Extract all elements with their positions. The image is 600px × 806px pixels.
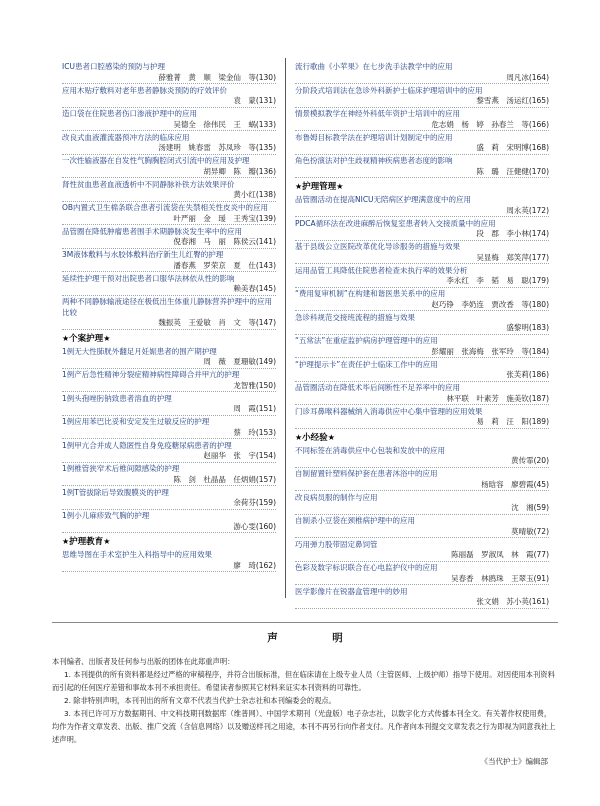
toc-entry-title: 流行歌曲《小苹果》在七步洗手法教学中的应用 xyxy=(295,62,453,71)
toc-entry-title: 急诊科规范交接班流程的措施与效果 xyxy=(295,312,415,322)
declaration-title: 声 明 xyxy=(267,632,365,644)
toc-entry xyxy=(62,370,276,392)
toc-entry-authors-page: 陈丽磊 罗淑凤 林 霞(77) xyxy=(295,550,549,562)
toc-entry-authors-page: 薛雅菁 黄 顺 梁金仙 等(130) xyxy=(62,73,276,85)
toc-entry xyxy=(295,289,549,311)
toc-entry xyxy=(62,133,276,155)
toc-entry xyxy=(62,203,276,225)
toc-entry xyxy=(295,587,549,609)
toc-entry-title: 造口袋在住院患者伤口渗液护理中的应用 xyxy=(62,109,197,118)
toc-entry xyxy=(62,417,276,439)
toc-entry xyxy=(295,336,549,358)
toc-entry-authors-page: 陈 剑 杜晶晶 任炳娟(157) xyxy=(62,475,276,487)
toc-entry-authors-page: 叶严丽 金 瑷 王秀宝(139) xyxy=(62,214,276,226)
toc-entry xyxy=(295,156,549,178)
toc-entry-title: “五常法”在重症监护病房护理管理中的应用 xyxy=(295,336,438,345)
toc-entry xyxy=(62,550,276,572)
toc-entry-authors-page: 吴春香 林鸥珠 王翠玉(91) xyxy=(295,574,549,586)
toc-entry-title: 延续性护理干预对出院患者口服华法林依从性的影响 xyxy=(62,273,235,283)
toc-entry-authors-page: 袁 蒙(131) xyxy=(62,96,276,108)
toc-entry xyxy=(295,493,549,515)
declaration-block xyxy=(52,614,558,767)
toc-entry xyxy=(62,441,276,463)
toc-entry-title: 自制留置针塑料保护套在患者沐浴中的应用 xyxy=(295,469,438,478)
column-divider xyxy=(285,58,286,598)
toc-entry-authors-page: 黄传霏(20) xyxy=(295,456,549,468)
toc-entry-title: 自制杀小豆袋在颈椎病护理中的应用 xyxy=(295,516,415,525)
toc-entry-title: 1例头孢唑肟钠致患者溶血的护理 xyxy=(62,393,172,403)
toc-entry xyxy=(62,86,276,108)
toc-entry-title: 1例应用苯巴比妥和安定发生过敏反应的护理 xyxy=(62,417,210,426)
section-heading-case-nursing: ★个案护理★ xyxy=(62,333,111,344)
toc-entry-authors-page: 段 郡 李小林(174) xyxy=(295,229,549,241)
toc-entry-authors-page: 林平联 叶素芳 施美钦(187) xyxy=(295,394,549,406)
toc-entry-title: PDCA循环法在改进麻醉后恢复室患者转入交接质量中的应用 xyxy=(295,218,496,228)
toc-entry-title: 运用品管工具降低住院患者检查未执行率的效果分析 xyxy=(295,265,468,275)
toc-entry xyxy=(295,109,549,131)
toc-entry xyxy=(295,407,549,429)
toc-entry-title: 布鲁姆目标教学法在护理培训计划制定中的应用 xyxy=(295,132,453,142)
toc-entry-title: 门诊耳鼻喉科器械纳入消毒供应中心集中管理的应用效果 xyxy=(295,406,483,416)
toc-entry-authors-page: 张芙莉(186) xyxy=(295,370,549,382)
toc-entry-authors-page: 周 薇 夏珊敏(149) xyxy=(62,357,276,369)
toc-entry-authors-page: 沈 湘(59) xyxy=(295,503,549,515)
toc-entry-title: “护理提示卡”在责任护士临床工作中的应用 xyxy=(295,359,438,369)
toc-entry-authors-page: 赵巧铮 李奶连 贾改香 等(180) xyxy=(295,300,549,312)
declaration-item: 1. 本刊提供的所有资料都是经过严格的审稿程序，并符合出版标准，但在临床请在上级专业人员（主管医师、上级护师）指导下使用。对因使用本刊资料而引起的任何医疗差错和事故本刊不承担责任。希望读者参照其它材料来证实本刊资料的可靠性。 xyxy=(52,670,555,692)
toc-entry xyxy=(295,540,549,562)
toc-entry-authors-page: 周凡冰(164) xyxy=(295,73,549,85)
toc-entry-title: 不同标签在消毒供应中心包装和发放中的应用 xyxy=(295,445,445,455)
toc-entry-authors-page: 赵丽华 张 宇(154) xyxy=(62,451,276,463)
section-heading-nursing-management: ★护理管理★ xyxy=(295,182,344,192)
toc-entry-title: 肾性贫血患者血液透析中不同静脉补铁方法效果评价 xyxy=(62,179,235,189)
toc-entry xyxy=(295,563,549,585)
toc-entry xyxy=(295,516,549,538)
toc-entry-authors-page: 吴德全 徐伟民 王 蜗(133) xyxy=(62,120,276,132)
toc-entry xyxy=(295,62,549,84)
toc-entry xyxy=(62,488,276,510)
toc-entry xyxy=(62,394,276,416)
toc-entry xyxy=(62,250,276,272)
toc-entry-title: 3M液体敷料与水胶体敷料治疗新生儿红臀的护理 xyxy=(62,250,224,259)
toc-entry-title: 医学影像片在锐器盒管理中的妙用 xyxy=(295,586,408,596)
toc-entry-title: OB内置式卫生棉条联合患者引流袋在失禁相关性皮炎中的应用 xyxy=(62,203,269,212)
toc-entry-authors-page: 彭耀丽 张海梅 张军玲 等(184) xyxy=(295,347,549,359)
toc-entry-authors-page: 易 莉 汪 阳(189) xyxy=(295,417,549,429)
toc-entry-authors-page: 魏振英 王爱敏 肖 文 等(147) xyxy=(62,318,276,330)
toc-entry xyxy=(62,227,276,249)
toc-entry-title: 巧用弹力股带固定鼻饲管 xyxy=(295,539,378,549)
toc-entry-title: 应用木贴疗敷料对老年患者静脉炎预防的疗效评价 xyxy=(62,85,227,95)
toc-entry-title: 1例甲亢合并成人隐匿性自身免疫糖尿病患者的护理 xyxy=(62,440,232,450)
toc-entry xyxy=(62,464,276,486)
toc-entry-authors-page: 吴显梅 郑笑萍(177) xyxy=(295,253,549,265)
toc-entry-authors-page: 汤建明 姚春雷 苏凤珍 等(135) xyxy=(62,143,276,155)
toc-entry-title: 1例椎管狭窄术后椎间隙感染的护理 xyxy=(62,464,180,473)
toc-entry-title: 思维导图在手术室护生入科指导中的应用效果 xyxy=(62,550,212,559)
toc-entry-title: 改良式血液灌流器预冲方法的临床应用 xyxy=(62,132,190,142)
toc-entry-title: “费用复审机制”在构建和谐医患关系中的应用 xyxy=(295,289,446,298)
toc-entry-title: 基于县级公立医院改革优化导诊服务的措施与效果 xyxy=(295,242,460,251)
toc-left-column xyxy=(62,62,276,574)
declaration-item: 2. 除非特别声明，本刊刊出的所有文章不代表当代护士杂志社和本刊编委会的观点。 xyxy=(64,696,336,705)
toc-entry-title: 情景模拟教学在神经外科低年资护士培训中的应用 xyxy=(295,109,460,118)
toc-entry xyxy=(295,446,549,468)
toc-entry-authors-page: 潘春燕 罗荣京 夏 仕(143) xyxy=(62,261,276,273)
toc-right-column xyxy=(295,62,549,610)
toc-entry-title: 色彩及数字标识联合在心电监护仪中的应用 xyxy=(295,563,438,572)
toc-entry xyxy=(295,383,549,405)
toc-entry xyxy=(295,469,549,491)
toc-entry-authors-page: 胡异卿 陈 瓣(136) xyxy=(62,167,276,179)
toc-entry xyxy=(295,86,549,108)
toc-entry-title: 分阶段式培训法在急诊外科新护士临床护理培训中的应用 xyxy=(295,85,483,95)
toc-entry-authors-page: 陈 璐 汪健健(170) xyxy=(295,167,549,179)
toc-entry xyxy=(62,180,276,202)
toc-entry xyxy=(62,156,276,178)
toc-entry-title: 1例小儿麻疹致气胸的护理 xyxy=(62,511,150,520)
toc-entry xyxy=(62,109,276,131)
toc-entry-authors-page: 莫晴敏(72) xyxy=(295,527,549,539)
toc-entry xyxy=(62,62,276,84)
toc-entry-authors-page: 周永英(172) xyxy=(295,206,549,218)
toc-entry xyxy=(62,274,276,296)
toc-entry xyxy=(295,266,549,288)
toc-entry-authors-page: 游心雯(160) xyxy=(62,522,276,534)
toc-entry-title: 1例产后急性精神分裂症精神病性障碍合并甲亢的护理 xyxy=(62,370,240,379)
toc-entry xyxy=(62,511,276,533)
toc-entry-authors-page: 黎雪燕 汤运红(165) xyxy=(295,96,549,108)
toc-entry-authors-page: 黄小红(138) xyxy=(62,190,276,202)
toc-entry xyxy=(295,219,549,241)
toc-entry-authors-page: 危志娟 杨 婷 孙春兰 等(166) xyxy=(295,120,549,132)
declaration-intro: 本刊编者、出版者及任何参与出版的团体在此郑重声明： xyxy=(52,657,235,666)
declaration-item: 3. 本刊已许可万方数据期刊、中文科技期刊数据库（维普网）、中国学术期刊（光盘版）电子杂志社，以数字化方式传播本刊全文。有关著作权使用费，均作为作者文章发表、出版、推广交流（含信息网络）以及赠送样刊之用途，本刊不再另行向作者支付。凡作者向本刊提交文章发表之行为即视为同意我社上述声明。 xyxy=(52,709,556,744)
toc-entry-title: 1例T管拔除后导致腹膜炎的护理 xyxy=(62,487,169,497)
toc-entry xyxy=(295,360,549,382)
toc-entry-authors-page: 盛 莉 宋明博(168) xyxy=(295,143,549,155)
toc-entry-title: 角色扮演法对护生歧视精神疾病患者态度的影响 xyxy=(295,156,453,165)
toc-entry-title: 改良病员服的制作与应用 xyxy=(295,492,378,502)
toc-entry-authors-page: 倪春湘 马 丽 陈侯云(141) xyxy=(62,237,276,249)
toc-entry-authors-page: 赖美春(145) xyxy=(62,284,276,296)
toc-entry-title: 1例无大性肺胱外翻足月妊娠患者的围产期护理 xyxy=(62,346,217,356)
toc-entry xyxy=(295,195,549,217)
toc-entry-authors-page: 盛黎明(183) xyxy=(295,323,549,335)
toc-entry-authors-page: 蔡 玲(153) xyxy=(62,428,276,440)
toc-entry-title: 品管圈活动在提高NICU无陪病区护理满意度中的应用 xyxy=(295,195,472,204)
toc-entry-authors-page: 杨晗容 廖碧霞(45) xyxy=(295,480,549,492)
toc-entry-authors-page: 李永红 李 韬 易 聪(179) xyxy=(295,276,549,288)
toc-entry-title: 品管圈在降低肿瘤患者围手术期静脉炎发生率中的应用 xyxy=(62,226,242,236)
toc-entry-title: 品管圈活动在降低术毕后间断性不足养率中的应用 xyxy=(295,383,460,392)
toc-entry xyxy=(295,242,549,264)
section-heading-tips: ★小经验★ xyxy=(295,432,335,443)
toc-entry-title: 两种不同静脉输液途径在极低出生体重儿静脉营养护理中的应用比较 xyxy=(62,297,272,317)
toc-entry xyxy=(295,133,549,155)
toc-entry-title: ICU患者口腔感染的预防与护理 xyxy=(62,62,165,71)
toc-entry-title: 一次性输液器在自发性气胸胸腔闭式引流中的应用及护理 xyxy=(62,156,250,165)
section-heading-nursing-education: ★护理教育★ xyxy=(62,537,111,547)
toc-entry-authors-page: 余荷芬(159) xyxy=(62,498,276,510)
toc-entry-authors-page: 廖 琦(162) xyxy=(62,561,276,573)
toc-entry-authors-page: 周 霞(151) xyxy=(62,404,276,416)
toc-entry xyxy=(62,297,276,330)
declaration-signature: 《当代护士》编辑部 xyxy=(480,757,548,766)
toc-entry xyxy=(295,313,549,335)
toc-entry-authors-page: 龙智雅(150) xyxy=(62,381,276,393)
toc-entry xyxy=(62,347,276,369)
toc-entry-authors-page: 张文娟 苏小英(161) xyxy=(295,597,549,609)
